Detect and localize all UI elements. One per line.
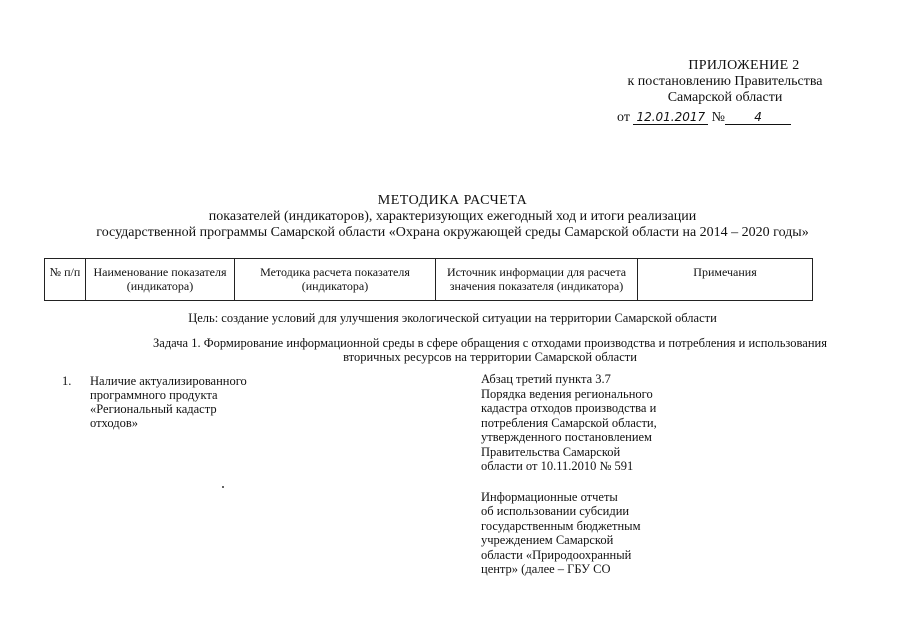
row-1-source-paragraph-2: Информационные отчеты об использовании субсидии государственным бюджетным учреждением Самарской области «Природоохранный центр» (далее – ГБУ СО [481,489,641,576]
document-title-line-3: государственной программы Самарской области «Охрана окружающей среды Самарской области на 2014 – 2020 годы» [96,225,809,240]
row-1-source-paragraph-1: Абзац третий пункта 3.7 Порядка ведения регионального кадастра отходов производства и потребления Самарской области, утвержденного постановлением Правительства Самарской области от 10.11.2010 № 591 [481,372,657,473]
goal-statement: Цель: создание условий для улучшения экологической ситуации на территории Самарской области [188,311,717,325]
document-title-main: МЕТОДИКА РАСЧЕТА [377,193,528,208]
task-statement: Задача 1. Формирование информационной среды в сфере обращения с отходами производства и потребления и использования вторичных ресурсов на территории Самарской области [153,336,827,364]
appendix-line-2: к постановлению Правительства [627,74,823,89]
handwritten-date: 12.01.2017 [633,110,708,125]
header-col-name: Наименование показателя (индикатора) [86,259,235,301]
document-title-line-2: показателей (индикаторов), характеризующих ежегодный ход и итоги реализации [208,209,697,224]
header-col-notes: Примечания [638,259,813,301]
document-title [0,193,905,241]
appendix-date-line [617,110,791,126]
appendix-title: ПРИЛОЖЕНИЕ 2 [688,58,800,73]
header-col-number: № п/п [45,259,86,301]
row-1-indicator-name: Наличие актуализированного программного продукта «Региональный кадастр отходов» [90,374,247,430]
indicator-table-header [44,258,813,301]
row-1-number: 1. [62,374,72,388]
appendix-header [560,58,890,106]
handwritten-number: 4 [725,110,791,125]
scan-speck [222,486,224,488]
header-col-source: Источник информации для расчета значения показателя (индикатора) [436,259,638,301]
header-col-method: Методика расчета показателя (индикатора) [235,259,436,301]
row-1-source [481,372,681,593]
table-header-row [45,259,813,301]
number-sign: № [711,110,726,125]
date-prefix: от [617,110,630,125]
appendix-line-3: Самарской области [667,90,783,105]
